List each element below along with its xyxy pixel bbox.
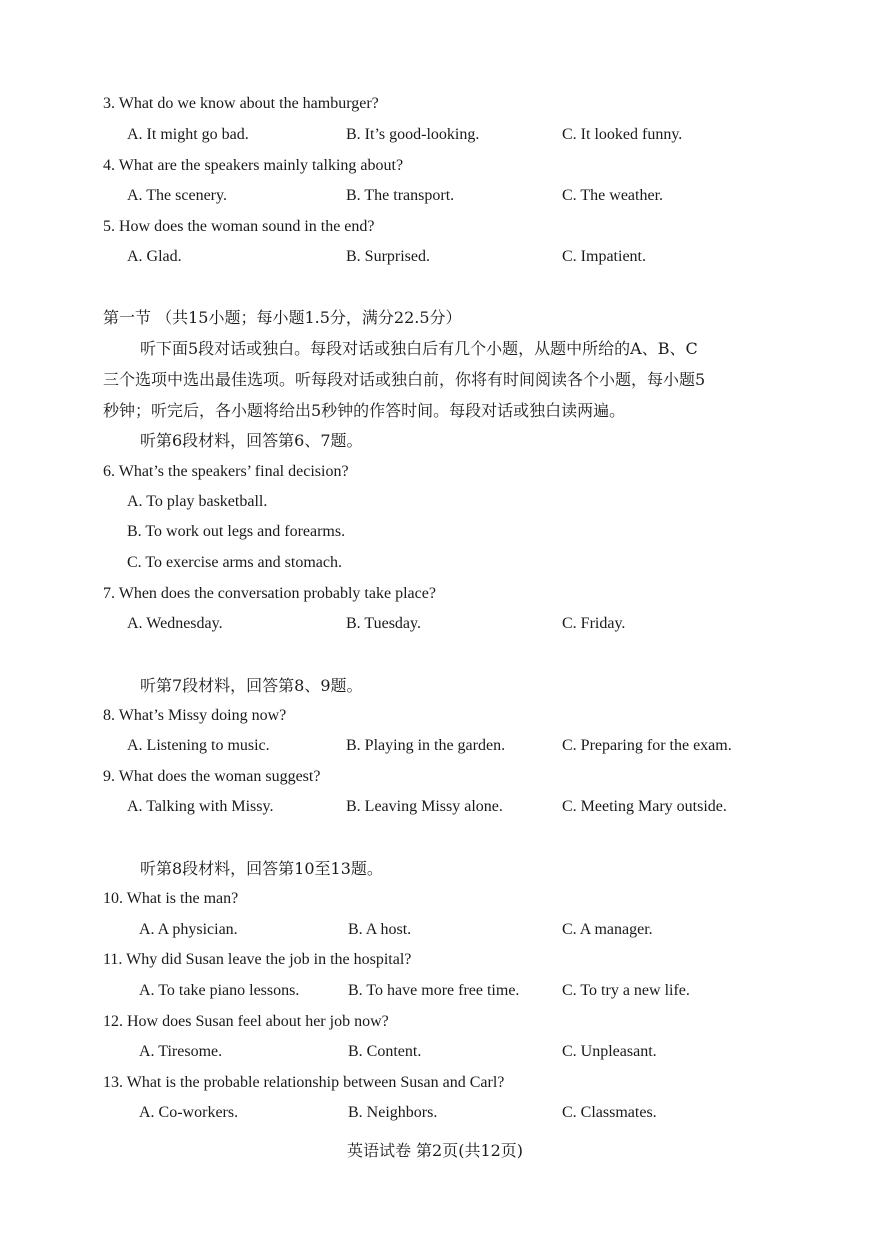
option-7a: A. Wednesday. [127, 615, 223, 632]
question-3: 3. What do we know about the hamburger? [103, 95, 379, 112]
option-6c: C. To exercise arms and stomach. [127, 554, 342, 571]
option-11b: B. To have more free time. [348, 982, 520, 999]
section-instructions-line-2: 三个选项中选出最佳选项。听每段对话或独白前，你将有时间阅读各个小题，每小题5 [103, 370, 706, 389]
question-13: 13. What is the probable relationship between Susan and Carl? [103, 1074, 505, 1091]
material-8-header: 听第8段材料，回答第10至13题。 [140, 859, 383, 878]
page-footer: 英语试卷 第2页(共12页) [346, 1141, 524, 1160]
option-7c: C. Friday. [562, 615, 626, 632]
option-8b: B. Playing in the garden. [346, 737, 506, 754]
option-3c: C. It looked funny. [562, 126, 683, 143]
section-instructions-line-3: 秒钟；听完后，各小题将给出5秒钟的作答时间。每段对话或独白读两遍。 [103, 401, 626, 420]
question-5: 5. How does the woman sound in the end? [103, 218, 375, 235]
option-13a: A. Co-workers. [139, 1104, 239, 1121]
question-6: 6. What’s the speakers’ final decision? [103, 463, 349, 480]
option-10c: C. A manager. [562, 921, 653, 938]
option-5a: A. Glad. [127, 248, 182, 265]
option-7b: B. Tuesday. [346, 615, 421, 632]
question-11: 11. Why did Susan leave the job in the hospital? [103, 951, 412, 968]
option-3b: B. It’s good-looking. [346, 126, 480, 143]
option-12b: B. Content. [348, 1043, 422, 1060]
question-10: 10. What is the man? [103, 890, 239, 907]
option-4b: B. The transport. [346, 187, 455, 204]
material-6-header: 听第6段材料，回答第6、7题。 [140, 431, 363, 450]
section-instructions-line-1: 听下面5段对话或独白。每段对话或独白后有几个小题，从题中所给的A、B、C [140, 339, 698, 358]
section-heading: 第一节 （共15小题；每小题1.5分，满分22.5分） [103, 308, 462, 327]
question-12: 12. How does Susan feel about her job now? [103, 1013, 389, 1030]
option-12c: C. Unpleasant. [562, 1043, 657, 1060]
option-3a: A. It might go bad. [127, 126, 249, 143]
option-8a: A. Listening to music. [127, 737, 270, 754]
option-5c: C. Impatient. [562, 248, 646, 265]
option-9b: B. Leaving Missy alone. [346, 798, 503, 815]
option-10a: A. A physician. [139, 921, 238, 938]
option-8c: C. Preparing for the exam. [562, 737, 732, 754]
option-9c: C. Meeting Mary outside. [562, 798, 727, 815]
question-9: 9. What does the woman suggest? [103, 768, 321, 785]
material-7-header: 听第7段材料，回答第8、9题。 [140, 676, 363, 695]
option-10b: B. A host. [348, 921, 412, 938]
question-7: 7. When does the conversation probably take place? [103, 585, 436, 602]
option-4a: A. The scenery. [127, 187, 227, 204]
option-6a: A. To play basketball. [127, 493, 268, 510]
option-12a: A. Tiresome. [139, 1043, 223, 1060]
option-13b: B. Neighbors. [348, 1104, 438, 1121]
question-4: 4. What are the speakers mainly talking about? [103, 157, 404, 174]
option-13c: C. Classmates. [562, 1104, 657, 1121]
option-5b: B. Surprised. [346, 248, 430, 265]
option-6b: B. To work out legs and forearms. [127, 523, 346, 540]
option-11c: C. To try a new life. [562, 982, 690, 999]
option-11a: A. To take piano lessons. [139, 982, 300, 999]
question-8: 8. What’s Missy doing now? [103, 707, 287, 724]
option-4c: C. The weather. [562, 187, 664, 204]
option-9a: A. Talking with Missy. [127, 798, 274, 815]
